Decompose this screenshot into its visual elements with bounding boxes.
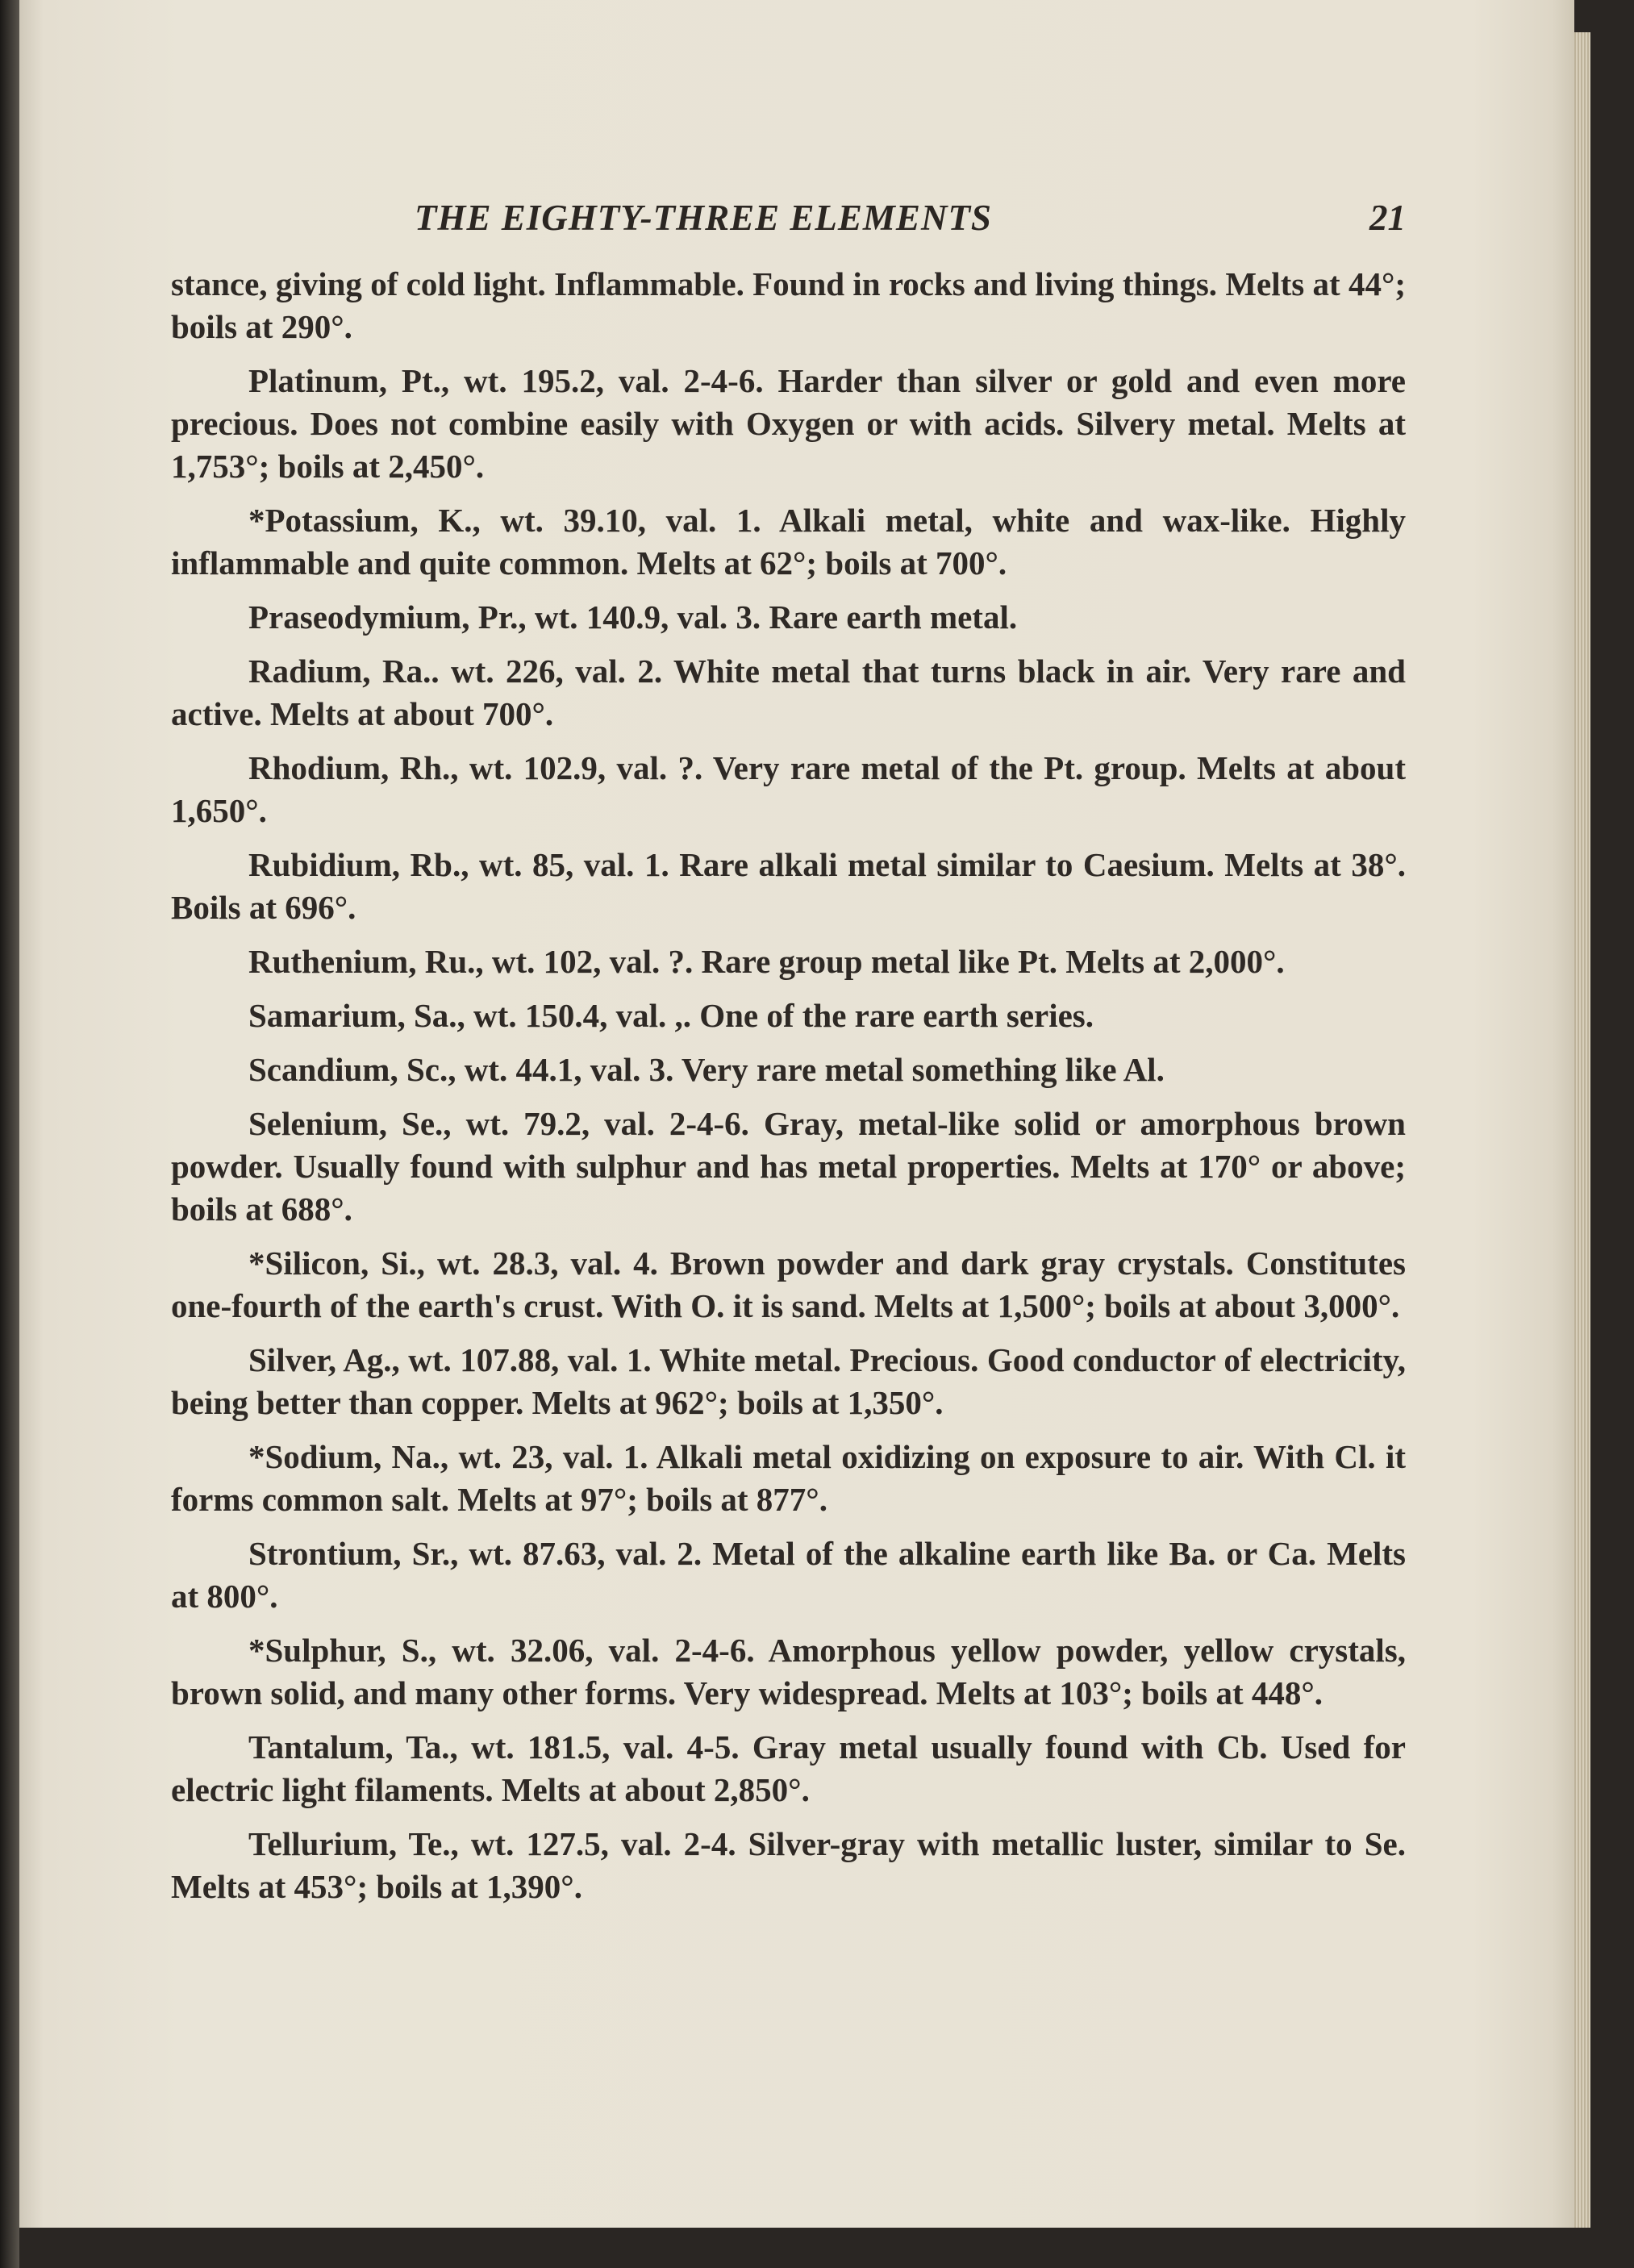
- entry-silver: Silver, Ag., wt. 107.88, val. 1. White metal. Precious. Good conductor of electricity, being better than copper. Melts at 962°; boils at 1,350°.: [171, 1341, 1406, 1421]
- entry-sulphur: *Sulphur, S., wt. 32.06, val. 2-4-6. Amorphous yellow powder, yellow crystals, brown solid, and many other forms. Very widespread. Melts at 103°; boils at 448°.: [171, 1632, 1406, 1711]
- paragraph-continued: stance, giving of cold light. Inflammable. Found in rocks and living things. Melts at 44°; boils at 290°.: [171, 265, 1406, 345]
- running-header: [171, 197, 1406, 245]
- entry-selenium: Selenium, Se., wt. 79.2, val. 2-4-6. Gray, metal-like solid or amorphous brown powder. Usually found with sulphur and has metal properties. Melts at 170° or above; boils at 688°.: [171, 1105, 1406, 1228]
- book-gutter: [0, 0, 19, 2268]
- entry-tellurium: Tellurium, Te., wt. 127.5, val. 2-4. Silver-gray with metallic luster, similar to Se. Melts at 453°; boils at 1,390°.: [171, 1825, 1406, 1905]
- entry-ruthenium: Ruthenium, Ru., wt. 102, val. ?. Rare group metal like Pt. Melts at 2,000°.: [248, 943, 1285, 980]
- running-title: THE EIGHTY-THREE ELEMENTS: [415, 198, 992, 238]
- entry-samarium: Samarium, Sa., wt. 150.4, val. ,. One of the rare earth series.: [248, 997, 1094, 1034]
- entry-praseodymium: Praseodymium, Pr., wt. 140.9, val. 3. Rare earth metal.: [248, 598, 1018, 636]
- entry-sodium: *Sodium, Na., wt. 23, val. 1. Alkali metal oxidizing on exposure to air. With Cl. it forms common salt. Melts at 97°; boils at 877°.: [171, 1438, 1406, 1518]
- entry-platinum: Platinum, Pt., wt. 195.2, val. 2-4-6. Harder than silver or gold and even more precious. Does not combine easily with Oxygen or with acids. Silvery metal. Melts at 1,753°; boils at 2,450°.: [171, 362, 1406, 485]
- page-edges: [1574, 32, 1590, 2228]
- entry-rhodium: Rhodium, Rh., wt. 102.9, val. ?. Very rare metal of the Pt. group. Melts at about 1,650°.: [171, 749, 1406, 829]
- page-body: [171, 263, 1406, 1920]
- entry-scandium: Scandium, Sc., wt. 44.1, val. 3. Very rare metal something like Al.: [248, 1051, 1165, 1088]
- entry-strontium: Strontium, Sr., wt. 87.63, val. 2. Metal of the alkaline earth like Ba. or Ca. Melts at 800°.: [171, 1535, 1406, 1615]
- entry-tantalum: Tantalum, Ta., wt. 181.5, val. 4-5. Gray metal usually found with Cb. Used for electric light filaments. Melts at about 2,850°.: [171, 1728, 1406, 1808]
- entry-silicon: *Silicon, Si., wt. 28.3, val. 4. Brown powder and dark gray crystals. Constitutes one-fourth of the earth's crust. With O. it is sand. Melts at 1,500°; boils at about 3,000°.: [171, 1244, 1406, 1324]
- page-number: 21: [1369, 198, 1406, 238]
- entry-potassium: *Potassium, K., wt. 39.10, val. 1. Alkali metal, white and wax-like. Highly inflammable and quite common. Melts at 62°; boils at 700°.: [171, 502, 1406, 582]
- entry-radium: Radium, Ra.. wt. 226, val. 2. White metal that turns black in air. Very rare and active. Melts at about 700°.: [171, 652, 1406, 732]
- entry-rubidium: Rubidium, Rb., wt. 85, val. 1. Rare alkali metal similar to Caesium. Melts at 38°. Boils at 696°.: [171, 846, 1406, 926]
